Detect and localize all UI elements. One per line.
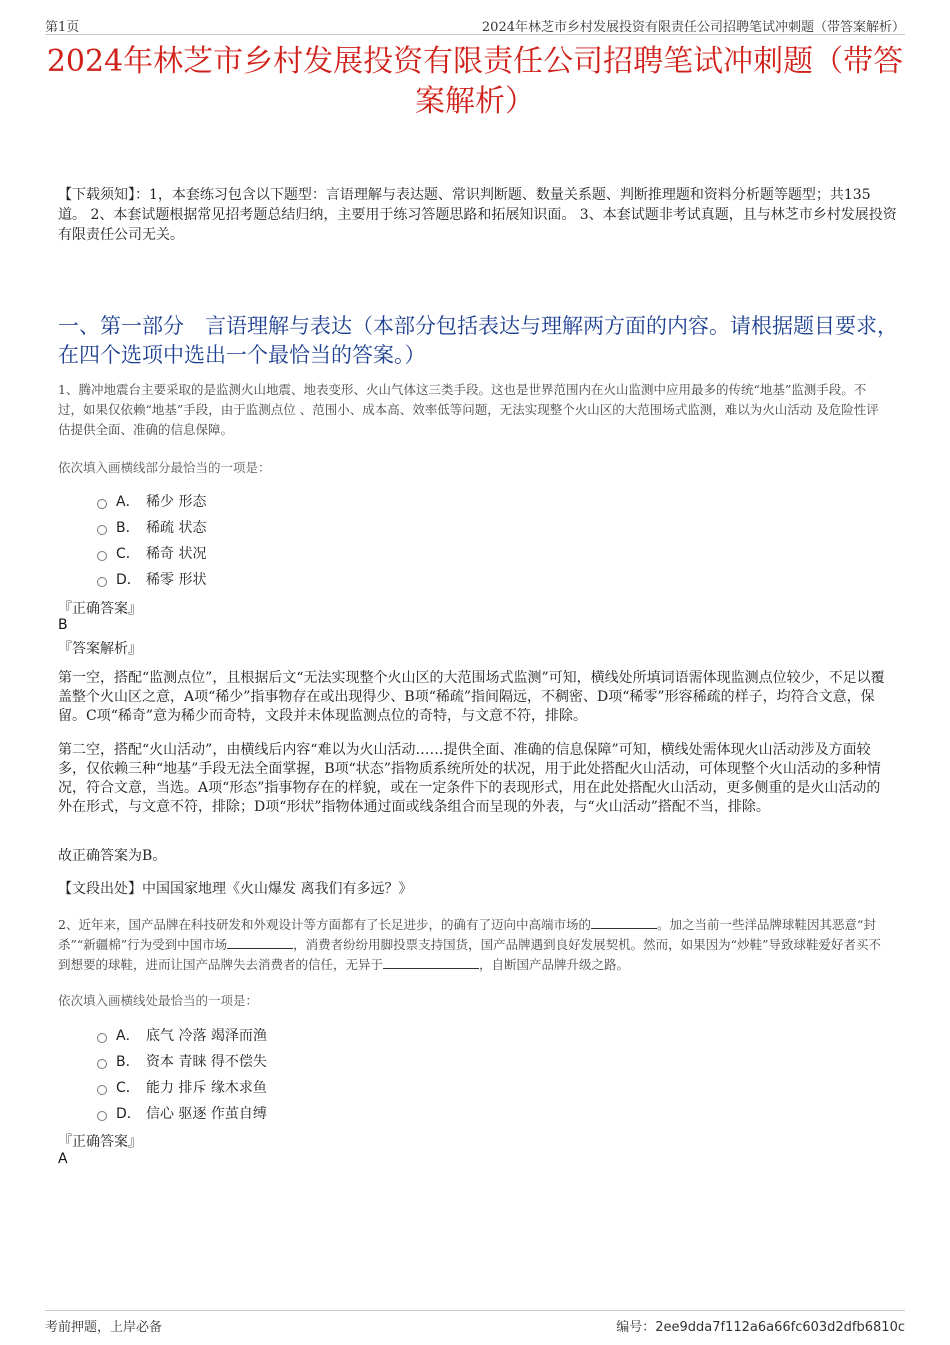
question-1-options [97, 488, 206, 592]
option-b[interactable]: B． 资本 青睐 得不偿失 [97, 1048, 267, 1074]
blank-1 [591, 915, 657, 929]
analysis-paragraph-1: 第一空，搭配“监测点位”，且根据后文“无法实现整个火山区的大范围场式监测”可知，横线处所填词语需体现监测点位较少，不足以覆盖整个火山区之意，A项“稀少”指事物存在或出现得少、B项“稀疏”指间隔远，不稠密、D项“稀零”形容稀疏的样子，均符合文意，保留。C项“稀奇”意为稀少而奇特，文段并未体现监测点位的奇特，与文意不符，排除。 [58, 670, 885, 724]
question-1-prompt: 依次填入画横线部分最恰当的一项是： [58, 460, 271, 475]
option-b[interactable]: B． 稀疏 状态 [97, 514, 206, 540]
section-heading: 一、第一部分 言语理解与表达（本部分包括表达与理解两方面的内容。请根据题目要求，在四个选项中选出一个最恰当的答案。） [58, 314, 898, 367]
radio-icon[interactable] [97, 1085, 107, 1095]
question-2-options [97, 1022, 267, 1126]
radio-icon[interactable] [97, 1111, 107, 1121]
radio-icon[interactable] [97, 577, 107, 587]
header-doc-title: 2024年林芝市乡村发展投资有限责任公司招聘笔试冲刺题（带答案解析） [481, 20, 905, 35]
correct-answer-label: 『正确答案』 [58, 1134, 142, 1150]
option-d[interactable]: D． 稀零 形状 [97, 566, 206, 592]
correct-answer: B [58, 617, 68, 633]
correct-answer: A [58, 1151, 68, 1167]
correct-answer-label: 『正确答案』 [58, 601, 142, 617]
footer-doc-id: 编号：2ee9dda7f112a6a66fc603d2dfb6810c [616, 1320, 905, 1335]
blank-2 [227, 935, 293, 949]
radio-icon[interactable] [97, 525, 107, 535]
footer-slogan: 考前押题，上岸必备 [45, 1320, 163, 1335]
page-footer [45, 1310, 905, 1335]
radio-icon[interactable] [97, 551, 107, 561]
page-header [45, 14, 905, 35]
option-d[interactable]: D． 信心 驱逐 作茧自缚 [97, 1100, 267, 1126]
option-a[interactable]: A． 稀少 形态 [97, 488, 206, 514]
page-number: 第1页 [45, 20, 80, 35]
radio-icon[interactable] [97, 499, 107, 509]
analysis-paragraph-2: 第二空，搭配“火山活动”，由横线后内容“难以为火山活动……提供全面、准确的信息保障”可知，横线处需体现火山活动涉及方面较多，仅依赖三种“地基”手段无法全面掌握，B项“状态”指物质系统所处的状况，用于此处搭配火山活动，可体现整个火山活动的多种情况，符合文意，当选。A项“形态”指事物存在的样貌，或在一定条件下的表现形式，用在此处搭配火山活动，更多侧重的是火山活动的外在形式，与文意不符，排除；D项“形状”指物体通过面或线条组合而呈现的外表，与“火山活动”搭配不当，排除。 [58, 742, 881, 815]
blank-3 [383, 955, 479, 969]
source-citation: 【文段出处】中国国家地理《火山爆发 离我们有多远？》 [58, 881, 413, 897]
analysis-label: 『答案解析』 [58, 641, 142, 657]
question-2-prompt: 依次填入画横线处最恰当的一项是： [58, 993, 259, 1008]
radio-icon[interactable] [97, 1059, 107, 1069]
option-c[interactable]: C． 能力 排斥 缘木求鱼 [97, 1074, 267, 1100]
download-notice: 【下载须知】：1，本套练习包含以下题型：言语理解与表达题、常识判断题、数量关系题、判断推理题和资料分析题等题型；共135道。 2、本套试题根据常见招考题总结归纳，主要用于练习答题思路和拓展知识面。 3、本套试题非考试真题，且与林芝市乡村发展投资有限责任公司无关。 [58, 187, 897, 243]
question-2-text: 2、近年来，国产品牌在科技研发和外观设计等方面都有了长足进步，的确有了迈向中高端市场的 。加之当前一些洋品牌球鞋因其恶意“封杀”“新疆棉”行为受到中国市场 ，消费者纷纷用脚投票支持国货，国产品牌遇到良好发展契机。然而，如果因为“炒鞋”导致球鞋爱好者买不到想要的球鞋，进而让国产品牌失去消费者的信任，无异于 ，自断国产品牌升级之路。 [58, 917, 881, 972]
option-c[interactable]: C． 稀奇 状况 [97, 540, 206, 566]
page-title: 2024年林芝市乡村发展投资有限责任公司招聘笔试冲刺题（带答案解析） [46, 44, 904, 119]
question-1-text: 1、腾冲地震台主要采取的是监测火山地震、地表变形、火山气体这三类手段。这也是世界范围内在火山监测中应用最多的传统“地基”监测手段。不过，如果仅依赖“地基”手段，由于监测点位 、范围小、成本高、效率低等问题，无法实现整个火山区的大范围场式监测，难以为火山活动 及危险性评估提供全面、准确的信息保障。 [58, 382, 879, 437]
analysis-conclusion: 故正确答案为B。 [58, 848, 167, 864]
option-a[interactable]: A． 底气 冷落 竭泽而渔 [97, 1022, 267, 1048]
radio-icon[interactable] [97, 1033, 107, 1043]
